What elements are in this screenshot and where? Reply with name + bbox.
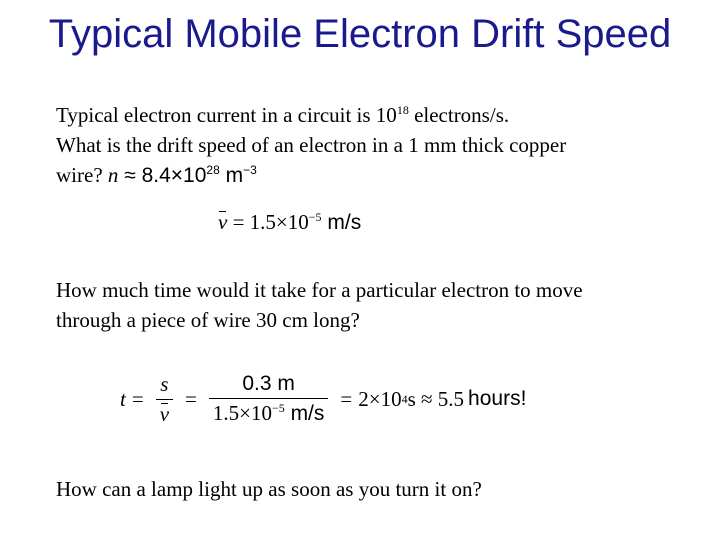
v-bar-variable: v	[218, 210, 228, 234]
t-variable: t	[120, 386, 126, 411]
v-value: = 1.5×10	[227, 210, 309, 234]
current-exponent: 18	[396, 103, 409, 117]
equals-3: =	[340, 386, 353, 411]
n-unit-exponent: −3	[243, 163, 257, 177]
current-suffix: electrons/s.	[408, 103, 510, 127]
speed-denominator	[209, 398, 329, 426]
drift-speed-equation	[218, 210, 361, 235]
result-value: 2×10	[358, 386, 402, 411]
density-formula	[108, 163, 257, 187]
v-bar-variable-2: v	[159, 401, 170, 426]
question-wire: wire?	[56, 163, 103, 187]
question-text: What is the drift speed of an electron in a 1 mm thick copper	[56, 133, 567, 157]
n-approx: ≈ 8.4×10	[118, 164, 207, 187]
speed-value: 1.5×10	[212, 401, 272, 425]
n-variable: n	[107, 163, 119, 187]
v-exponent: −5	[308, 210, 322, 224]
speed-exponent: −5	[271, 401, 285, 415]
time-question-line2: through a piece of wire 30 cm long?	[56, 308, 360, 332]
speed-unit: m/s	[284, 402, 325, 425]
v-denominator	[156, 399, 173, 427]
paragraph-lamp-question: How can a lamp light up as soon as you turn it on?	[56, 477, 482, 501]
time-question-line1: How much time would it take for a particular electron to move	[56, 278, 583, 302]
numeric-fraction	[209, 372, 329, 426]
s-over-v-fraction	[156, 372, 173, 427]
n-unit: m	[219, 164, 244, 187]
length-value: 0.3 m	[242, 372, 295, 395]
time-equation: t = $\frac{s}{v}$ = $\frac{0.3 m}{1.5\times 10^{-5} m/s}$ = 2×10 4 s ≈ 5.5 hours!	[120, 371, 527, 426]
n-exponent: 28	[206, 163, 220, 177]
slide-title: Typical Mobile Electron Drift Speed	[48, 12, 672, 56]
equals-2: =	[185, 386, 197, 411]
paragraph-time-question	[56, 275, 696, 335]
current-text: Typical electron current in a circuit is 10	[56, 103, 397, 127]
hours-label: hours!	[468, 387, 527, 410]
v-unit: m/s	[321, 211, 362, 234]
result-unit: s ≈ 5.5	[407, 386, 465, 411]
paragraph-current	[56, 100, 696, 191]
s-variable: s	[160, 371, 169, 396]
equals-1: =	[131, 386, 144, 411]
